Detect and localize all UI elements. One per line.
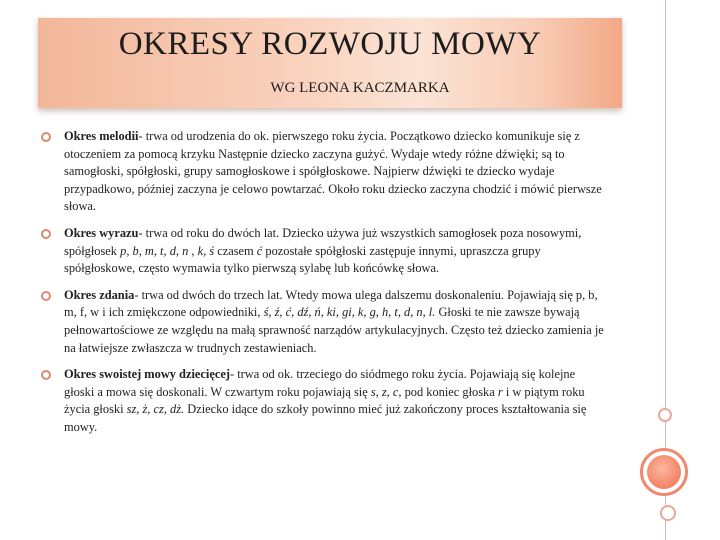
item-text: Dziecko idące do szkoły powinno mieć już zakończony proces kształtowania się mowy. bbox=[64, 402, 587, 434]
list-item-sentence bbox=[40, 287, 605, 357]
item-sounds: ś, ź, ć, dź, ń, ki, gi, k, g, h, t, d, n, l. bbox=[263, 305, 436, 320]
decorative-small-circle bbox=[658, 408, 672, 422]
item-text: - trwa od dwóch do trzech lat. Wtedy mowa ulega dalszemu doskonaleniu. Pojawiają się p, b, m, f, w i ich zmiękczone odpowiedniki, bbox=[64, 287, 598, 320]
item-text: Głoski te nie zawsze bywają pełnowartościowe ze względu na małą sprawność narządów artykulacyjnych. Często też dziecko zamienia je na łatwiejsze zwłaszcza w trudnych zestawieniach. bbox=[64, 305, 604, 355]
item-text: pozostałe spółgłoski zastępuje innymi, upraszcza grupy spółgłoskowe, często wymawia tylko pierwszą sylabę lub końcówkę słowa. bbox=[64, 243, 541, 276]
decorative-large-circle bbox=[640, 448, 688, 496]
item-sound: ć bbox=[256, 243, 263, 258]
bullet-icon bbox=[41, 291, 51, 301]
item-text: pod koniec głoska bbox=[404, 384, 495, 399]
slide-subtitle: WG LEONA KACZMARKA bbox=[270, 80, 450, 96]
item-text: - trwa od urodzenia do ok. pierwszego roku życia. Początkowo dziecko komunikuje się z otoczeniem za pomocą krzyku Następnie dziecko zaczyna gużyć. Wydaje wtedy różne dźwięki; są to samogłoski, spółgłoski, grupy samogłoskowe i spółgłoskowe. Najpierw dźwięki te dziecko wydaje przypadkowo, później zaczyna je celowo powtarzać. Około roku dziecko zaczyna chodzić i mówić pierwsze słowa. bbox=[64, 129, 602, 214]
item-sound: r bbox=[497, 384, 503, 399]
list-item-melody bbox=[40, 128, 605, 216]
list-item-child-speech bbox=[40, 366, 605, 436]
item-sounds: sz, ż, cz, dż. bbox=[126, 402, 185, 417]
item-text: - trwa od roku do dwóch lat. Dziecko używa już wszystkich samogłosek poza nosowymi, spółgłosek bbox=[64, 225, 582, 258]
item-text: i w piątym roku życia głoski bbox=[64, 384, 585, 417]
item-term: Okres zdania bbox=[64, 287, 135, 302]
item-term: Okres swoistej mowy dziecięcej bbox=[64, 367, 230, 382]
item-sounds: s, z, c, bbox=[370, 384, 402, 399]
stages-list bbox=[40, 128, 605, 446]
slide-title: OKRESY ROZWOJU MOWY bbox=[118, 26, 542, 62]
item-term: Okres wyrazu bbox=[64, 225, 139, 240]
item-term: Okres melodii bbox=[64, 129, 139, 143]
decorative-bottom-circle bbox=[660, 505, 676, 521]
bullet-icon bbox=[41, 229, 51, 239]
title-banner bbox=[38, 18, 622, 108]
item-text: czasem bbox=[217, 243, 254, 258]
decorative-circle-fill bbox=[647, 455, 681, 489]
item-sounds: p, b, m, t, d, n , k, ś bbox=[120, 243, 215, 258]
item-text: - trwa od ok. trzeciego do siódmego roku życia. Pojawiają się kolejne głoski a mowa się doskonali. W czwartym roku pojawiają się bbox=[64, 367, 576, 399]
list-item-word bbox=[40, 225, 605, 278]
bullet-icon bbox=[41, 132, 51, 142]
bullet-icon bbox=[41, 370, 51, 380]
